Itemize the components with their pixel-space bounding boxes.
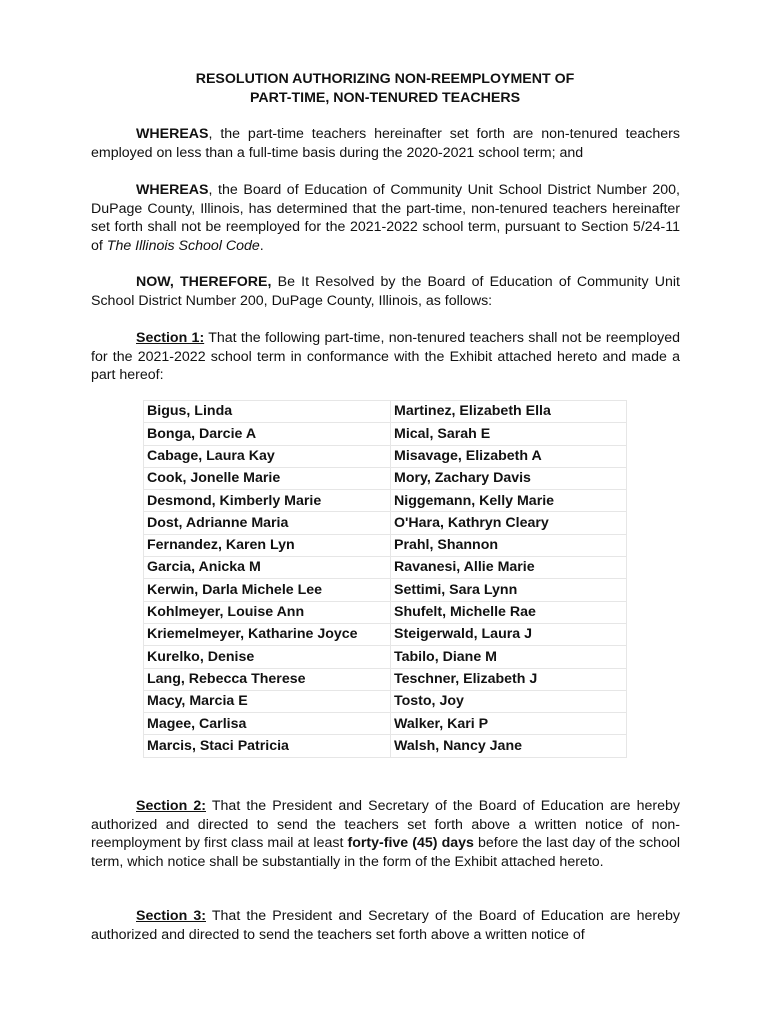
teacher-name-cell: Marcis, Staci Patricia: [144, 735, 391, 757]
table-row: [144, 579, 627, 601]
section-1-label: Section 1:: [136, 330, 205, 346]
section-2-text-b: before the last day of the school term, which notice shall be substantially in the form of the Exhibit attached hereto.: [91, 835, 681, 870]
teacher-name-cell: Macy, Marcia E: [144, 690, 391, 712]
teacher-name-cell: Steigerwald, Laura J: [391, 623, 627, 645]
school-code-citation: The Illinois School Code: [106, 237, 260, 254]
teacher-name-cell: Kriemelmeyer, Katharine Joyce: [144, 623, 391, 645]
table-row: [144, 623, 627, 645]
whereas-lead: WHEREAS: [136, 182, 209, 198]
table-row: [144, 668, 627, 690]
table-row: [144, 512, 627, 534]
teacher-name-cell: Mory, Zachary Davis: [391, 467, 627, 489]
teacher-name-cell: Magee, Carlisa: [144, 713, 391, 735]
teacher-name-cell: Kerwin, Darla Michele Lee: [144, 579, 391, 601]
whereas-text: , the Board of Education of Community Unit School District Number 200, DuPage County, Illinois, has determined that the part-time, non-tenured teachers hereinafter set forth shall not be reemployed for the 2021-2022 school term, pursuant to Section 5/24-11 of: [91, 182, 680, 254]
table-row: [144, 423, 627, 445]
section-1-text: That the following part-time, non-tenured teachers shall not be reemployed for the 2021-2022 school term in conformance with the Exhibit attached hereto and made a part hereof:: [91, 330, 680, 384]
teacher-name-cell: Walker, Kari P: [391, 713, 627, 735]
section-1-paragraph: [91, 329, 680, 385]
teacher-name-cell: Niggemann, Kelly Marie: [391, 490, 627, 512]
whereas-lead: WHEREAS: [136, 126, 209, 142]
teacher-name-cell: O'Hara, Kathryn Cleary: [391, 512, 627, 534]
table-row: [144, 646, 627, 668]
teacher-name-cell: Teschner, Elizabeth J: [391, 668, 627, 690]
teacher-name-cell: Shufelt, Michelle Rae: [391, 601, 627, 623]
table-row: [144, 534, 627, 556]
table-row: [144, 490, 627, 512]
whereas-text: , the part-time teachers hereinafter set forth are non-tenured teachers employed on less than a full-time basis during the 2020-2021 school term; and: [91, 126, 680, 161]
section-2-text-a: That the President and Secretary of the Board of Education are hereby authorized and directed to send the teachers set forth above a written notice of non-reemployment by first class mail at least: [91, 798, 680, 852]
whereas-end: .: [259, 237, 264, 254]
table-row: [144, 690, 627, 712]
teacher-name-cell: Cabage, Laura Kay: [144, 445, 391, 467]
teacher-name-cell: Misavage, Elizabeth A: [391, 445, 627, 467]
teacher-name-cell: Garcia, Anicka M: [144, 557, 391, 579]
teacher-name-cell: Bonga, Darcie A: [144, 423, 391, 445]
section-3-text: That the President and Secretary of the Board of Education are hereby authorized and directed to send the teachers set forth above a written notice of: [91, 908, 680, 943]
table-row: [144, 401, 627, 423]
table-row: [144, 713, 627, 735]
resolved-lead: NOW, THEREFORE,: [136, 274, 272, 290]
section-3-paragraph: [91, 907, 680, 944]
section-2-label: Section 2:: [136, 798, 206, 814]
whereas-paragraph-1: [91, 125, 680, 162]
teacher-name-cell: Mical, Sarah E: [391, 423, 627, 445]
table-row: [144, 557, 627, 579]
teacher-name-cell: Martinez, Elizabeth Ella: [391, 401, 627, 423]
teacher-name-cell: Prahl, Shannon: [391, 534, 627, 556]
teacher-name-cell: Walsh, Nancy Jane: [391, 735, 627, 757]
resolved-text: Be It Resolved by the Board of Education of Community Unit School District Number 200, DuPage County, Illinois, as follows:: [91, 274, 680, 309]
teacher-names-table: [143, 400, 627, 758]
teacher-name-cell: Kohlmeyer, Louise Ann: [144, 601, 391, 623]
section-3-label: Section 3:: [136, 908, 206, 924]
section-2-paragraph: [91, 797, 680, 871]
resolved-paragraph: [91, 273, 680, 310]
teacher-name-cell: Cook, Jonelle Marie: [144, 467, 391, 489]
teacher-name-cell: Dost, Adrianne Maria: [144, 512, 391, 534]
table-row: [144, 445, 627, 467]
teacher-name-cell: Lang, Rebecca Therese: [144, 668, 391, 690]
table-row: [144, 467, 627, 489]
teacher-name-cell: Ravanesi, Allie Marie: [391, 557, 627, 579]
teacher-name-cell: Tosto, Joy: [391, 690, 627, 712]
whereas-paragraph-2: [91, 181, 680, 255]
teacher-name-cell: Kurelko, Denise: [144, 646, 391, 668]
table-row: [144, 601, 627, 623]
teacher-name-cell: Bigus, Linda: [144, 401, 391, 423]
teacher-name-cell: Settimi, Sara Lynn: [391, 579, 627, 601]
table-row: [144, 735, 627, 757]
title-line-1: RESOLUTION AUTHORIZING NON-REEMPLOYMENT OF: [195, 71, 575, 87]
teacher-name-cell: Fernandez, Karen Lyn: [144, 534, 391, 556]
title-line-2: PART-TIME, NON-TENURED TEACHERS: [249, 89, 521, 106]
notice-period: forty-five (45) days: [347, 835, 474, 852]
teacher-name-cell: Desmond, Kimberly Marie: [144, 490, 391, 512]
teacher-name-cell: Tabilo, Diane M: [391, 646, 627, 668]
resolution-title: [0, 70, 770, 107]
